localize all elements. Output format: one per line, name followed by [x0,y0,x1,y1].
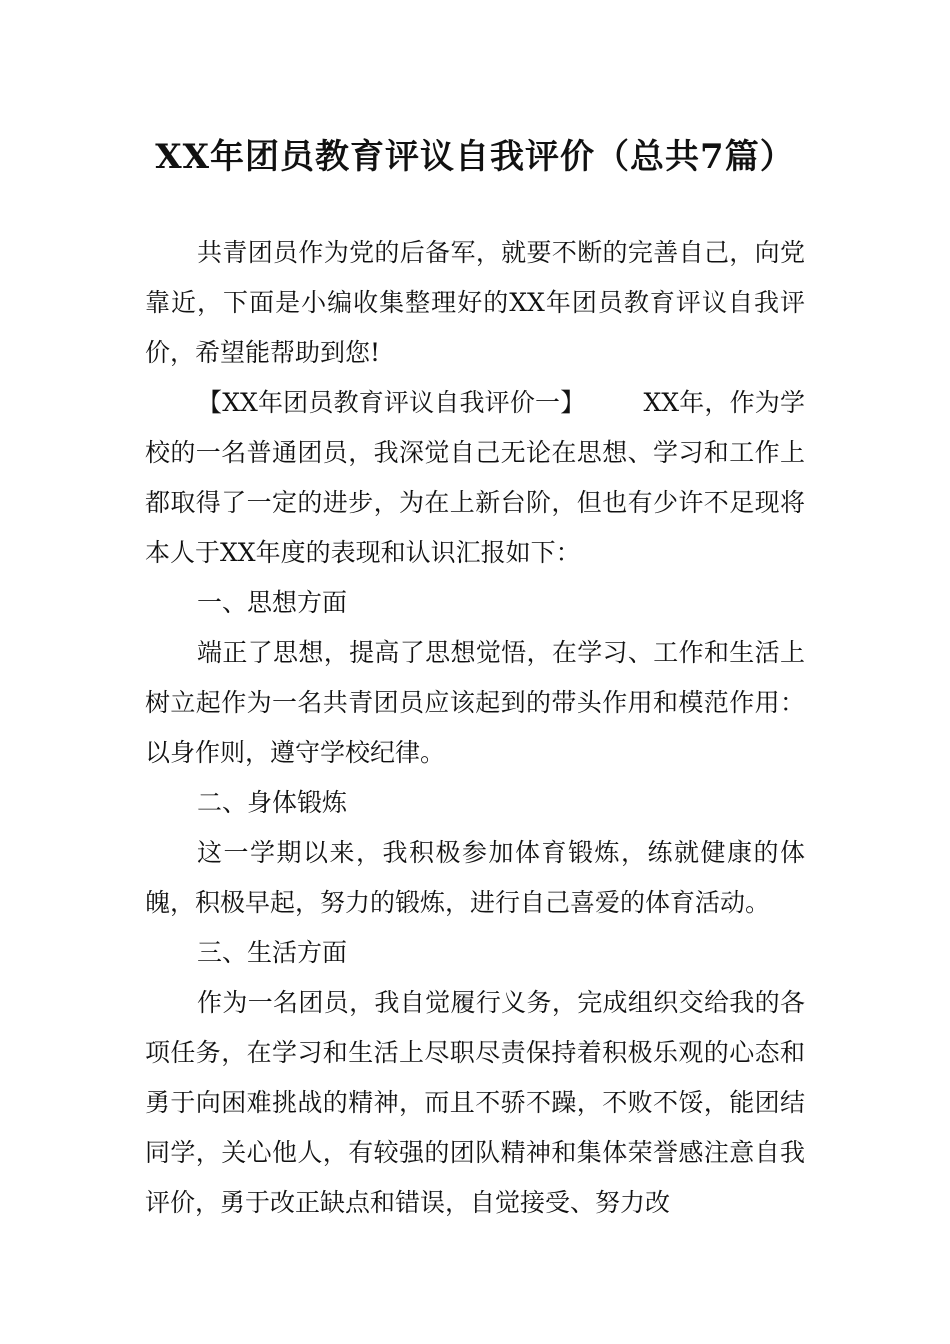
exercise-paragraph: 这一学期以来，我积极参加体育锻炼，练就健康的体魄，积极早起，努力的锻炼，进行自己喜爱的体育活动。 [145,838,805,917]
section-one-paragraph [145,378,805,578]
intro-paragraph: 共青团员作为党的后备军，就要不断的完善自己，向党靠近，下面是小编收集整理好的XX年团员教育评议自我评价，希望能帮助到您! [145,238,805,367]
document-title: XX年团员教育评议自我评价（总共7篇） [155,137,795,177]
section-heading-exercise: 二、身体锻炼 [197,788,348,817]
section-one-text: XX年，作为学校的一名普通团员，我深觉自己无论在思想、学习和工作上都取得了一定的进步，为在上新台阶，但也有少许不足现将本人于XX年度的表现和认识汇报如下： [145,388,805,567]
section-heading-life: 三、生活方面 [197,938,348,967]
thought-paragraph: 端正了思想，提高了思想觉悟，在学习、工作和生活上树立起作为一名共青团员应该起到的带头作用和模范作用：以身作则，遵守学校纪律。 [145,638,805,767]
section-one-heading: 【XX年团员教育评议自我评价一】 [197,388,586,417]
life-paragraph: 作为一名团员，我自觉履行义务，完成组织交给我的各项任务，在学习和生活上尽职尽责保持着积极乐观的心态和勇于向困难挑战的精神，而且不骄不躁，不败不馁，能团结同学，关心他人，有较强的团队精神和集体荣誉感注意自我评价，勇于改正缺点和错误，自觉接受、努力改 [145,988,805,1217]
document-body [145,228,805,1228]
section-heading-thought: 一、思想方面 [197,588,348,617]
